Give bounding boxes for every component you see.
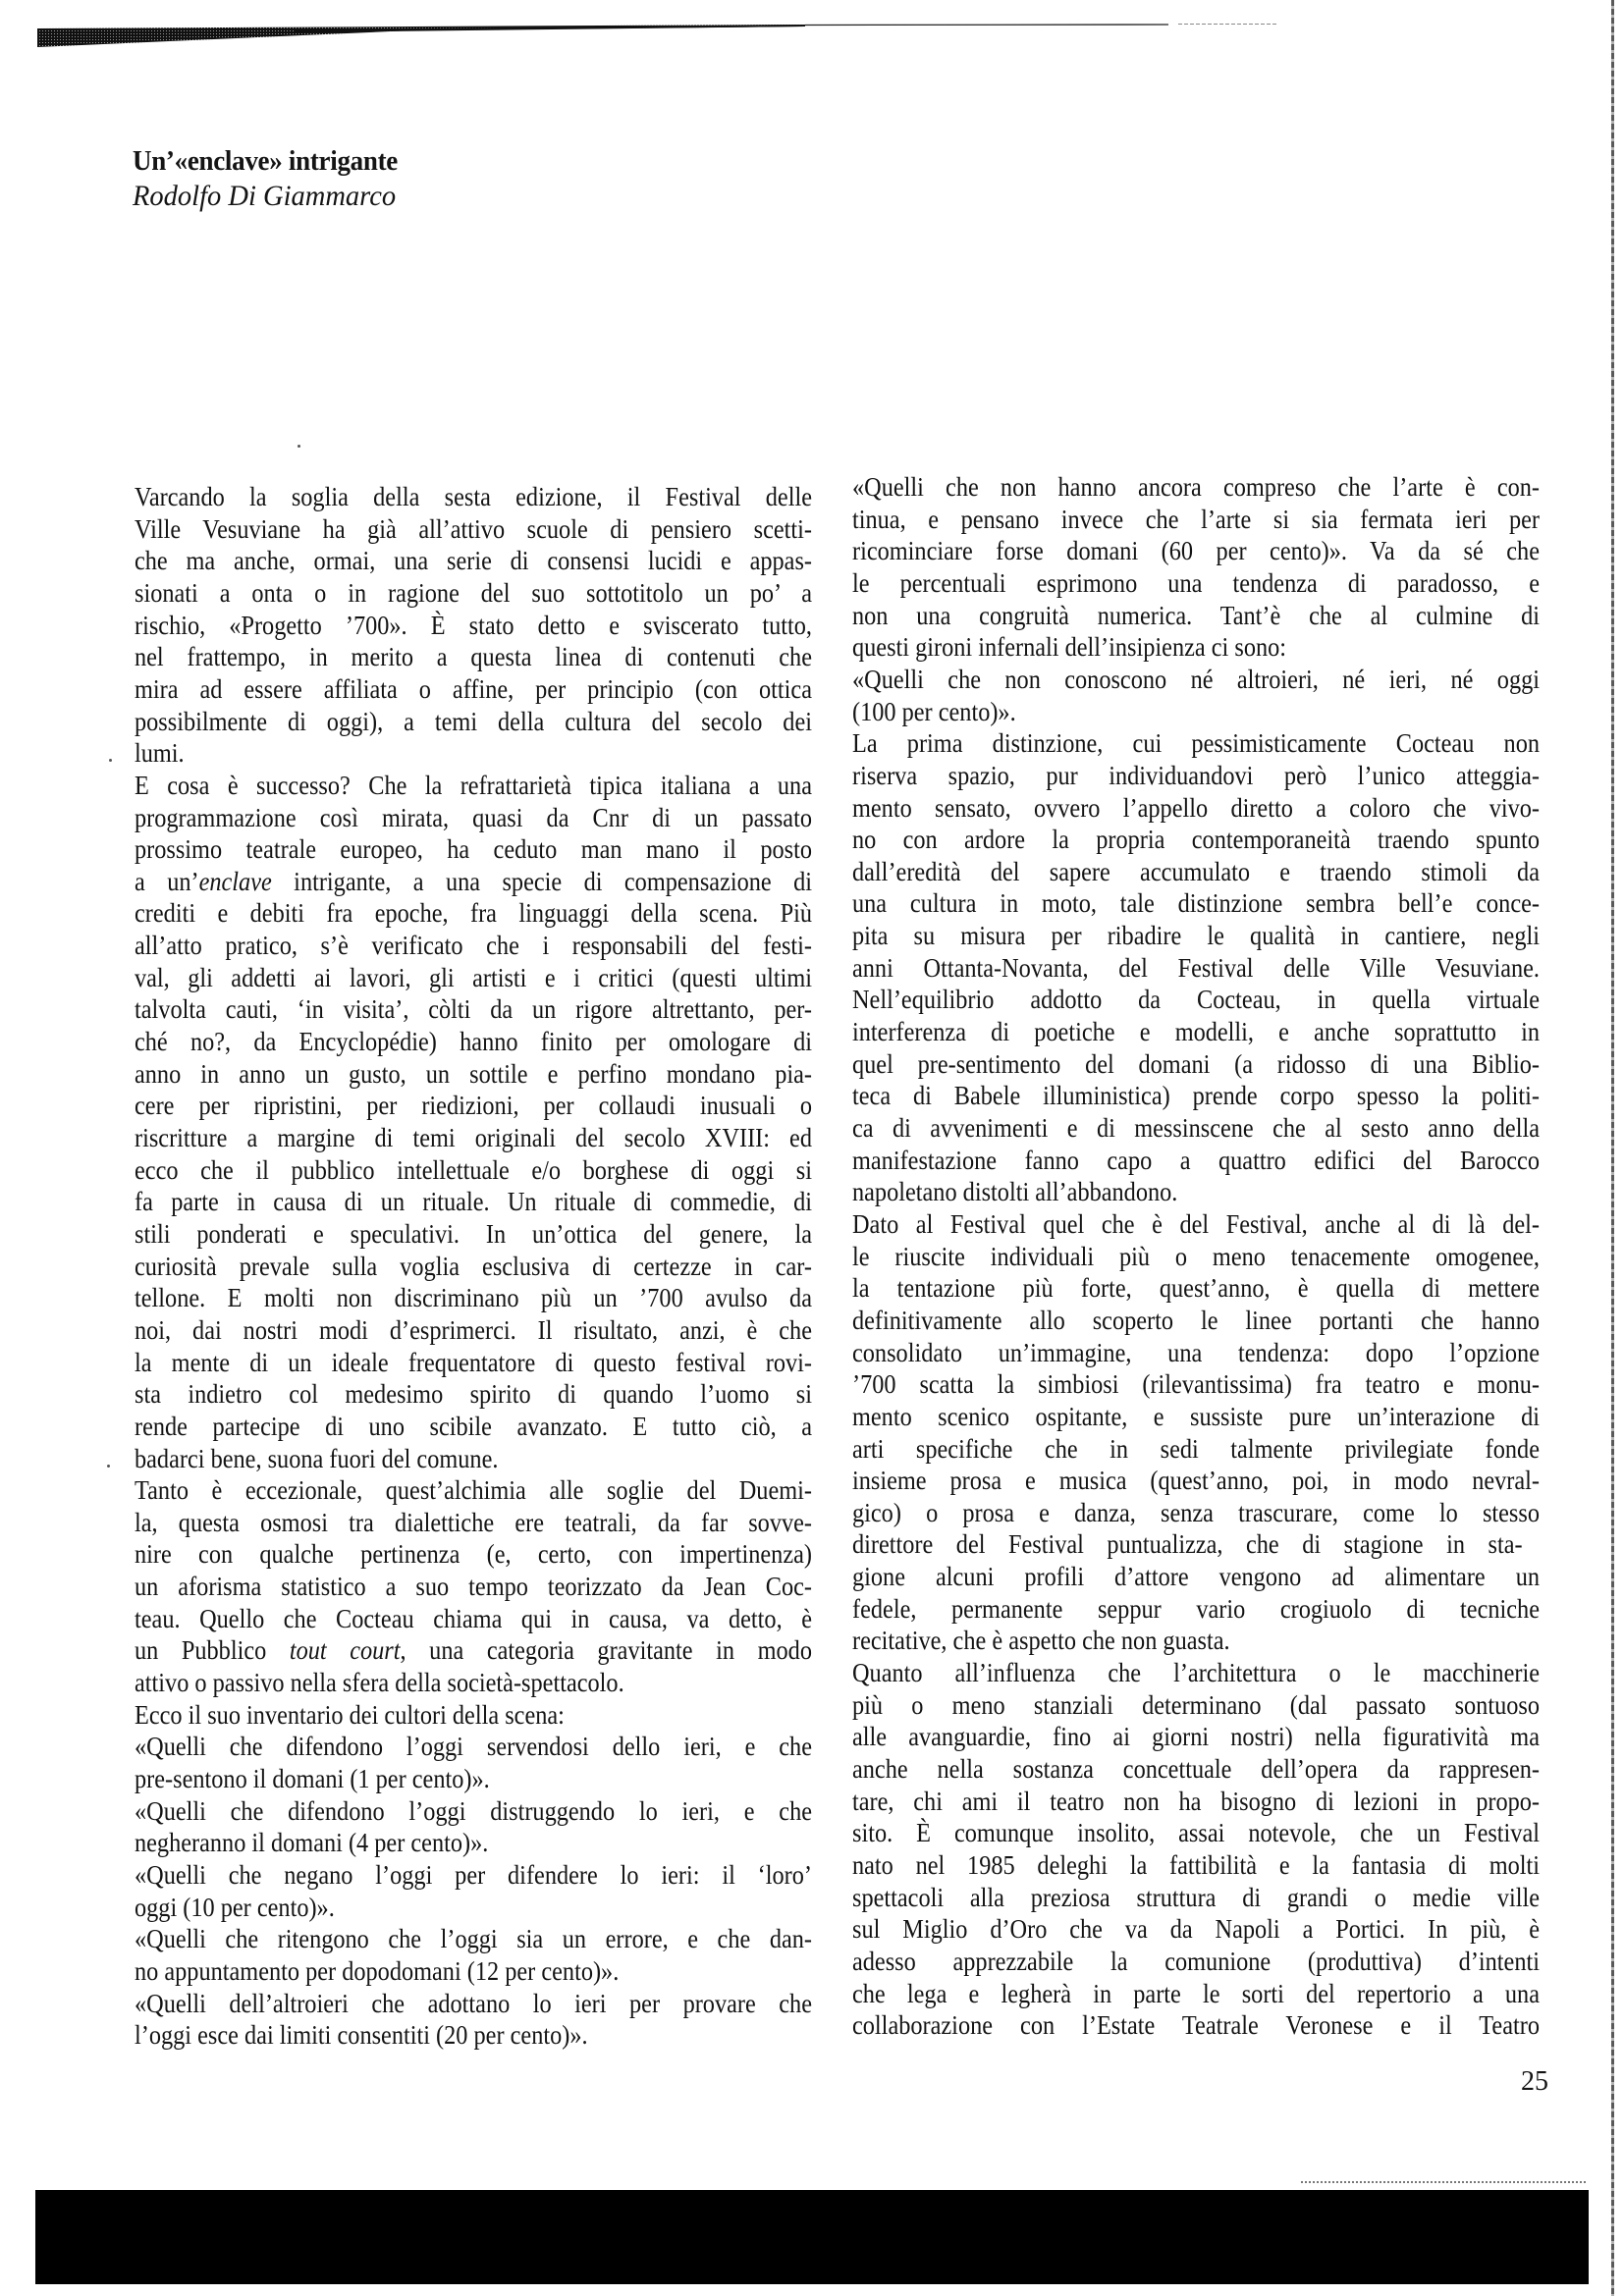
text-line-content: «Quelli che negano l’oggi per difendere lo ieri: il ‘loro’: [135, 1859, 812, 1890]
text-line-content: spettacoli alla preziosa struttura di grandi o medie ville: [852, 1882, 1541, 1912]
text-line-content: «Quelli che non hanno ancora compreso che l’arte è con-: [852, 472, 1541, 502]
text-line: [852, 1528, 1523, 1561]
text-line-content: collaborazione con l’Estate Teatrale Veronese e il Teatro: [852, 2010, 1541, 2041]
text-line-content: le riuscite individuali più o meno tenacemente omogenee,: [852, 1241, 1541, 1271]
text-line: [135, 481, 812, 513]
text-line: [852, 664, 1540, 696]
text-line-content: consolidato un’immagine, una tendenza: dopo l’opzione: [852, 1337, 1540, 1367]
text-line-content: recitative, che è aspetto che non guasta.: [852, 1626, 1230, 1656]
text-line: [135, 1218, 812, 1251]
text-line-content: l’oggi esce dai limiti consentiti (20 per cento)».: [135, 2020, 588, 2051]
text-line-content: che ma anche, ormai, una serie di consensi lucidi e appas-: [135, 546, 813, 576]
text-line: [135, 1859, 812, 1892]
text-line: [135, 1186, 812, 1218]
text-line: [135, 1314, 812, 1347]
text-line-content: un Pubblico: [135, 1635, 290, 1666]
text-line-content: Dato al Festival quel che è del Festival, anche al di là del-: [852, 1208, 1540, 1239]
text-line-content: anno in anno un gusto, un sottile e perfino mondano pia-: [135, 1058, 813, 1089]
text-line-content: alle avanguardie, fino ai giorni nostri) nella figuratività ma: [852, 1722, 1541, 1752]
text-line: [852, 1593, 1540, 1626]
text-line: [852, 856, 1540, 888]
text-line-content: ché no?, da Encyclopédie) hanno finito per omologare di: [135, 1027, 813, 1057]
text-line-content: Ville Vesuviane ha già all’attivo scuole di pensiero scetti-: [135, 513, 813, 544]
text-line: [852, 1561, 1540, 1593]
text-line: [852, 1080, 1540, 1112]
text-line: [852, 1625, 1230, 1657]
text-line: [135, 1988, 812, 2020]
text-line: [135, 641, 812, 673]
text-line-content: cere per ripristini, per riedizioni, per collaudi inusuali o: [135, 1091, 812, 1121]
text-line-content: Ecco il suo inventario dei cultori della scena:: [135, 1699, 565, 1730]
text-line: [852, 631, 1286, 664]
text-line-content: quel pre-sentimento del domani (a ridosso di una Biblio-: [852, 1048, 1540, 1079]
text-line-content: direttore del Festival puntualizza, che di stagione in sta-: [852, 1529, 1523, 1560]
text-line-content: stili ponderati e speculativi. In un’ottica del genere, la: [135, 1218, 813, 1249]
text-line: [852, 504, 1540, 536]
text-line-content: Tanto è eccezionale, quest’alchimia alle soglie del Duemi-: [135, 1475, 813, 1506]
text-line: [852, 1817, 1540, 1849]
scan-speck: [107, 1465, 110, 1468]
text-line-content: questi gironi infernali dell’insipienza ci sono:: [852, 632, 1287, 663]
text-line: [852, 2009, 1540, 2042]
text-line-content: crediti e debiti fra epoche, fra linguaggi della scena. Più: [135, 898, 813, 929]
text-line-content: gico) o prosa e danza, senza trascurare, come lo stesso: [852, 1497, 1541, 1527]
text-line: [852, 1433, 1540, 1466]
text-line-content: teau. Quello che Cocteau chiama qui in causa, va detto, è: [135, 1603, 813, 1633]
text-line: [852, 1849, 1540, 1882]
text-line-content: «Quelli che non conoscono né altroieri, né ieri, né oggi: [852, 664, 1541, 694]
text-line: [852, 1689, 1540, 1722]
text-line-content: lumi.: [135, 738, 185, 769]
text-line-content: più o meno stanziali determinano (dal passato sontuoso: [852, 1689, 1540, 1720]
text-line-content: no appuntamento per dopodomani (12 per cento)».: [135, 1955, 620, 1986]
text-column-left: [135, 481, 812, 2052]
text-line-content: Varcando la soglia della sesta edizione, il Festival delle: [135, 482, 813, 511]
text-line-content: la, questa osmosi tra dialettiche ere teatrali, da far sovve-: [135, 1507, 812, 1537]
text-line-content: val, gli addetti ai lavori, gli artisti e i critici (questi ultimi: [135, 962, 813, 992]
text-line: [852, 1112, 1540, 1145]
bottom-black-band: [35, 2190, 1589, 2284]
text-line: [852, 984, 1540, 1016]
text-line: [135, 737, 185, 770]
text-line: [135, 1507, 812, 1539]
text-line-content: possibilmente di oggi), a temi della cultura del secolo dei: [135, 706, 813, 736]
text-line-content: noi, dai nostri modi d’esprimerci. Il risultato, anzi, è che: [135, 1314, 812, 1345]
text-line-content: Quanto all’influenza che l’architettura o le macchinerie: [852, 1658, 1541, 1688]
text-line-content: Nell’equilibrio addotto da Cocteau, in quella virtuale: [852, 985, 1541, 1015]
text-line: [852, 760, 1540, 792]
text-line-content: dall’eredità del sapere accumulato e traendo stimoli da: [852, 856, 1541, 886]
text-line-content: nel frattempo, in merito a questa linea di contenuti che: [135, 642, 813, 672]
text-line-content: definitivamente allo scoperto le linee portanti che hanno: [852, 1305, 1541, 1335]
text-line-content: sul Miglio d’Oro che va da Napoli a Portici. In più, è: [852, 1914, 1540, 1945]
text-line-content: pita su misura per ribadire le qualità in cantiere, negli: [852, 921, 1540, 951]
text-line-content: la mente di un ideale frequentatore di questo festival rovi-: [135, 1347, 813, 1377]
text-line-content: rischio, «Progetto ’700». È stato detto e sviscerato tutto,: [135, 610, 812, 640]
text-line-content: mira ad essere affiliata o affine, per principio (con ottica: [135, 673, 812, 704]
text-line-content: ricominciare forse domani (60 per cento)». Va da sé che: [852, 536, 1541, 566]
text-line: [135, 770, 812, 802]
text-line-content: non una congruità numerica. Tant’è che al culmine di: [852, 600, 1541, 630]
text-line-content: intrigante, a una specie di compensazione di: [271, 866, 813, 896]
text-line: [135, 1699, 565, 1732]
text-line: [852, 920, 1540, 952]
text-line-content: «Quelli che difendono l’oggi distruggendo lo ieri, e che: [135, 1795, 813, 1826]
text-line: [852, 1337, 1540, 1369]
text-line: [135, 1731, 812, 1763]
text-line: [852, 887, 1540, 920]
text-line: [852, 1241, 1540, 1273]
text-line-content: negheranno il domani (4 per cento)».: [135, 1828, 489, 1858]
text-line-content: arti specifiche che in sedi talmente privilegiate fonde: [852, 1433, 1541, 1464]
text-line: [135, 1090, 812, 1122]
text-line-content: nire con qualche pertinenza (e, certo, con impertinenza): [135, 1539, 813, 1570]
text-line: [135, 1474, 812, 1507]
text-line-content: tellone. E molti non discriminano più un ’700 avulso da: [135, 1283, 813, 1313]
text-line: [852, 1978, 1540, 2010]
text-line-content: napoletano distolti all’abbandono.: [852, 1177, 1178, 1207]
text-line: [135, 1571, 812, 1603]
text-line: [852, 1753, 1540, 1786]
text-line-content: «Quelli che difendono l’oggi servendosi dello ieri, e che: [135, 1732, 812, 1762]
text-line: [852, 1721, 1540, 1753]
text-line-content: gione alcuni profili d’attore vengono ad alimentare un: [852, 1562, 1541, 1592]
article-title: Un’«enclave» intrigante: [133, 145, 398, 177]
text-line: [852, 1048, 1540, 1081]
text-line: [852, 1465, 1540, 1497]
text-line-content: che lega e legherà in parte le sorti del repertorio a una: [852, 1978, 1541, 2008]
scan-speck: [298, 445, 300, 448]
page-number: 25: [1521, 2066, 1548, 2097]
text-line: [135, 1667, 624, 1699]
text-line: [135, 706, 812, 738]
text-line: [852, 1401, 1540, 1433]
text-line-content: prossimo teatrale europeo, ha ceduto man mano il posto: [135, 834, 813, 865]
text-line-content: una cultura in moto, tale distinzione sembra bell’e conce-: [852, 888, 1541, 919]
text-line-content: la tentazione più forte, quest’anno, è quella di mettere: [852, 1273, 1541, 1304]
text-line: [135, 1892, 335, 1924]
text-line-content: curiosità prevale sulla voglia esclusiva di certezze in car-: [135, 1251, 812, 1281]
text-line: [852, 535, 1540, 567]
text-line: [135, 673, 812, 706]
text-line: [852, 1145, 1540, 1177]
text-line: [852, 1272, 1540, 1305]
text-line: [135, 1282, 812, 1314]
text-line-content: riscritture a margine di temi originali del secolo XVIII: ed: [135, 1123, 812, 1152]
text-line: [135, 1026, 812, 1058]
text-line-content: , una categoria gravitante in modo: [400, 1635, 812, 1666]
text-line-content: tare, chi ami il teatro non ha bisogno di lezioni in propo-: [852, 1786, 1541, 1816]
text-line: [852, 1368, 1540, 1401]
italic-term: enclave: [198, 866, 272, 896]
text-line: [135, 1443, 498, 1475]
text-line: [852, 824, 1540, 856]
text-column-right: [852, 471, 1540, 2042]
text-line-content: (100 per cento)».: [852, 696, 1016, 726]
text-line-content: badarci bene, suona fuori del comune.: [135, 1443, 499, 1473]
text-line: [852, 727, 1540, 760]
text-line-content: mento scenico ospitante, e sussiste pure un’interazione di: [852, 1401, 1541, 1431]
text-line: [852, 1016, 1540, 1048]
text-line: [135, 1154, 812, 1187]
text-line: [852, 696, 1016, 728]
text-line: [135, 1634, 812, 1667]
text-line: [135, 1955, 619, 1988]
text-line: [135, 930, 812, 962]
text-line: [852, 792, 1540, 825]
text-line-content: pre-sentono il domani (1 per cento)».: [135, 1764, 490, 1793]
text-line: [135, 545, 812, 577]
text-line-content: un aforisma statistico a suo tempo teorizzato da Jean Coc-: [135, 1572, 813, 1602]
text-line: [135, 1603, 812, 1635]
text-line: [135, 897, 812, 930]
text-line-content: insieme prosa e musica (quest’anno, poi, in modo nevral-: [852, 1466, 1541, 1496]
text-line: [852, 1497, 1540, 1529]
text-line: [135, 1763, 490, 1795]
text-line: [852, 1305, 1540, 1337]
text-line: [135, 1122, 812, 1154]
decorative-header-wedge: [0, 0, 1624, 79]
text-line-content: manifestazione fanno capo a quattro edifici del Barocco: [852, 1145, 1541, 1175]
text-line-content: tinua, e pensano invece che l’arte si sia fermata ieri per: [852, 504, 1541, 534]
text-line: [135, 1251, 812, 1283]
text-line-content: riserva spazio, pur individuandovi però l’unico atteggia-: [852, 760, 1541, 790]
text-line-content: anni Ottanta-Novanta, del Festival delle Ville Vesuviane.: [852, 952, 1541, 983]
text-line: [852, 1657, 1540, 1689]
text-line-content: programmazione così mirata, quasi da Cnr di un passato: [135, 802, 813, 832]
text-line: [135, 1795, 812, 1828]
text-line-content: fa parte in causa di un rituale. Un rituale di commedie, di: [135, 1187, 812, 1217]
text-line-content: attivo o passivo nella sfera della società-spettacolo.: [135, 1668, 624, 1698]
text-line: [135, 577, 812, 610]
text-line-content: le percentuali esprimono una tendenza di paradosso, e: [852, 567, 1540, 598]
scan-speck: [109, 759, 112, 762]
text-line-content: «Quelli dell’altroieri che adottano lo ieri per provare che: [135, 1988, 813, 2018]
text-line-content: oggi (10 per cento)».: [135, 1892, 335, 1922]
text-line: [135, 2019, 588, 2052]
text-line: [135, 1923, 812, 1955]
text-line: [852, 471, 1540, 504]
text-line: [852, 1882, 1540, 1914]
text-line-content: interferenza di poetiche e modelli, e anche soprattutto in: [852, 1017, 1540, 1047]
text-line: [852, 1946, 1540, 1978]
text-line-content: all’atto pratico, s’è verificato che i responsabili del festi-: [135, 931, 813, 961]
text-line-content: a un’: [135, 866, 199, 896]
text-line-content: ecco che il pubblico intellettuale e/o borghese di oggi si: [135, 1154, 812, 1185]
text-line: [135, 1378, 812, 1411]
text-line: [135, 610, 812, 642]
text-line-content: anche nella sostanza concettuale dell’opera da rappresen-: [852, 1754, 1541, 1784]
text-line-content: ’700 scatta la simbiosi (rilevantissima) fra teatro e monu-: [852, 1369, 1541, 1400]
text-line: [852, 1176, 1177, 1208]
text-line: [135, 993, 812, 1026]
text-line-content: teca di Babele illuministica) prende corpo spesso la politi-: [852, 1081, 1541, 1111]
text-line: [135, 833, 812, 866]
page-edge-line: [1611, 0, 1614, 2296]
text-line: [135, 1411, 812, 1443]
text-line: [135, 1058, 812, 1091]
text-line-content: talvolta cauti, ‘in visita’, còlti da un rigore altrettanto, per-: [135, 994, 813, 1025]
text-line-content: rende partecipe di uno scibile avanzato. E tutto ciò, a: [135, 1411, 813, 1441]
text-line: [135, 802, 812, 834]
text-line-content: ca di avvenimenti e di messinscene che al sesto anno della: [852, 1113, 1541, 1143]
italic-term: tout court: [289, 1635, 401, 1666]
text-line-content: E cosa è successo? Che la refrattarietà tipica italiana a una: [135, 770, 812, 800]
text-line: [135, 1827, 488, 1859]
text-line: [852, 600, 1540, 632]
text-line: [852, 1913, 1540, 1946]
text-line: [852, 567, 1540, 600]
text-line-content: «Quelli che ritengono che l’oggi sia un errore, e che dan-: [135, 1924, 813, 1954]
text-line: [135, 1538, 812, 1571]
bottom-dotted-rule: [1301, 2181, 1586, 2183]
text-line: [135, 962, 812, 994]
text-line-content: fedele, permanente seppur vario crogiuolo di tecniche: [852, 1593, 1540, 1624]
text-line-content: mento sensato, ovvero l’appello diretto a coloro che vivo-: [852, 792, 1541, 823]
article-author: Rodolfo Di Giammarco: [133, 180, 397, 212]
text-line-content: sta indietro col medesimo spirito di quando l’uomo si: [135, 1379, 813, 1410]
text-line-content: nato nel 1985 deleghi la fattibilità e la fantasia di molti: [852, 1849, 1541, 1880]
text-line: [852, 1208, 1540, 1241]
text-line: [135, 866, 812, 898]
text-line-content: La prima distinzione, cui pessimisticamente Cocteau non: [852, 728, 1541, 759]
text-line-content: adesso apprezzabile la comunione (produttiva) d’intenti: [852, 1946, 1541, 1976]
text-line: [135, 513, 812, 546]
text-line: [135, 1347, 812, 1379]
text-line-content: sionati a onta o in ragione del suo sottotitolo un po’ a: [135, 577, 812, 608]
text-line-content: no con ardore la propria contemporaneità traendo spunto: [852, 825, 1541, 855]
text-line: [852, 952, 1540, 985]
text-line: [852, 1786, 1540, 1818]
text-line-content: sito. È comunque insolito, assai notevole, che un Festival: [852, 1818, 1541, 1848]
